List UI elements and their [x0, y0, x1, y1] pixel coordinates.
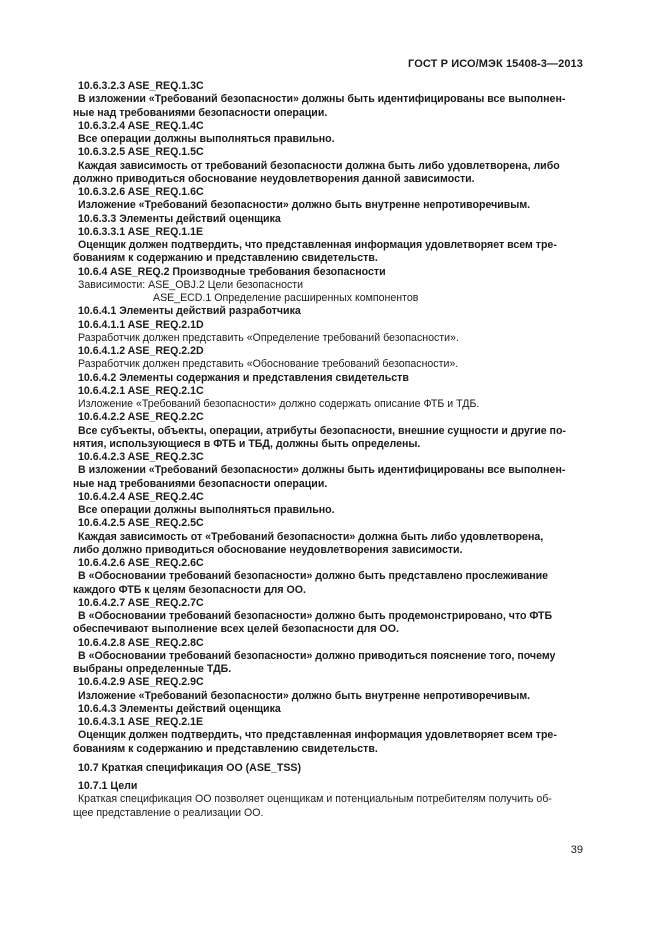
text-line: либо должно приводиться обоснование неудовлетворения зависимости.: [73, 543, 463, 556]
text-line: Все операции должны выполняться правильно.: [78, 133, 335, 145]
text-line: 10.6.4.2.9 ASE_REQ.2.9C: [78, 676, 204, 689]
text-line: В «Обосновании требований безопасности» должно приводиться пояснение того, почему: [78, 649, 556, 662]
text-line: Оценщик должен подтвердить, что представленная информация удовлетворяет всем тре-: [78, 729, 557, 742]
text-line: 10.6.4.2.5 ASE_REQ.2.5C: [78, 517, 204, 530]
text-line: Каждая зависимость от «Требований безопасности» должна быть либо удовлетворена,: [78, 530, 544, 543]
text-line: обеспечивают выполнение всех целей безопасности для ОО.: [73, 623, 399, 636]
page-number: 39: [570, 844, 583, 856]
text-line: 10.6.4.2.7 ASE_REQ.2.7C: [78, 596, 204, 609]
text-line: 10.6.4.3 Элементы действий оценщика: [78, 702, 281, 715]
text-line: Все субъекты, объекты, операции, атрибуты безопасности, внешние сущности и другие по-: [78, 424, 566, 437]
text-line: Все операции должны выполняться правильно.: [78, 504, 335, 516]
text-line: 10.6.3.2.6 ASE_REQ.1.6C: [78, 186, 204, 198]
text-line: 10.6.3.2.4 ASE_REQ.1.4C: [78, 119, 204, 132]
text-line: должно приводиться обоснование неудовлетворения данной зависимости.: [73, 172, 475, 185]
text-line: нятия, использующиеся в ФТБ и ТБД, должны быть определены.: [73, 437, 421, 450]
text-line: 10.6.4.2.4 ASE_REQ.2.4C: [78, 490, 204, 503]
text-line: 10.6.4.2.3 ASE_REQ.2.3C: [78, 451, 204, 463]
text-line: В «Обосновании требований безопасности» должно быть представлено прослеживание: [78, 570, 549, 583]
text-line: 10.6.4.2.6 ASE_REQ.2.6C: [78, 557, 204, 569]
text-line: Краткая спецификация ОО позволяет оценщикам и потенциальным потребителям получить об-: [78, 793, 552, 806]
text-line: ные над требованиями безопасности операции.: [73, 106, 328, 119]
text-line: Разработчик должен представить «Определение требований безопасности».: [78, 331, 459, 344]
text-line: каждого ФТБ к целям безопасности для ОО.: [73, 583, 306, 596]
text-line: 10.6.4 ASE_REQ.2 Производные требования безопасности: [78, 265, 386, 278]
document-body: [73, 80, 587, 820]
text-line: 10.6.3.3.1 ASE_REQ.1.1E: [78, 225, 204, 238]
text-line: 10.6.4.3.1 ASE_REQ.2.1E: [78, 716, 204, 728]
text-line: В изложении «Требований безопасности» должны быть идентифицированы все выполнен-: [78, 93, 566, 106]
text-line: ASE_ECD.1 Определение расширенных компонентов: [153, 292, 419, 304]
text-line: Каждая зависимость от требований безопасности должна быть либо удовлетворена, либо: [78, 159, 560, 172]
text-line: бованиям к содержанию и представлению свидетельств.: [73, 742, 378, 755]
text-line: 10.6.4.1 Элементы действий разработчика: [78, 305, 301, 318]
text-line: 10.6.4.2.2 ASE_REQ.2.2C: [78, 411, 204, 424]
text-line: Изложение «Требований безопасности» должно содержать описание ФТБ и ТДБ.: [78, 398, 480, 410]
text-line: выбраны определенные ТДБ.: [73, 663, 232, 675]
text-line: В «Обосновании требований безопасности» должно быть продемонстрировано, что ФТБ: [78, 610, 553, 622]
text-line: 10.7.1 Цели: [78, 780, 138, 792]
text-line: 10.6.3.2.3 ASE_REQ.1.3C: [78, 80, 204, 92]
text-line: щее представление о реализации ОО.: [73, 806, 264, 819]
text-line: 10.6.3.2.5 ASE_REQ.1.5C: [78, 146, 204, 159]
text-line: ные над требованиями безопасности операции.: [73, 477, 328, 490]
text-line: Изложение «Требований безопасности» должно быть внутренне непротиворечивым.: [78, 689, 531, 702]
text-line: 10.6.4.1.2 ASE_REQ.2.2D: [78, 345, 204, 357]
text-line: 10.6.4.2.1 ASE_REQ.2.1C: [78, 384, 204, 397]
text-line: Изложение «Требований безопасности» должно быть внутренне непротиворечивым.: [78, 199, 531, 212]
page-header: ГОСТ Р ИСО/МЭК 15408-3—2013: [408, 58, 583, 70]
text-line: 10.6.4.1.1 ASE_REQ.2.1D: [78, 318, 204, 331]
text-line: 10.6.4.2.8 ASE_REQ.2.8C: [78, 636, 204, 649]
text-line: бованиям к содержанию и представлению свидетельств.: [73, 252, 378, 265]
text-line: В изложении «Требований безопасности» должны быть идентифицированы все выполнен-: [78, 464, 566, 477]
text-line: 10.7 Краткая спецификация ОО (ASE_TSS): [78, 761, 301, 774]
text-line: Разработчик должен представить «Обоснование требований безопасности».: [78, 358, 459, 371]
text-line: 10.6.4.2 Элементы содержания и представления свидетельств: [78, 371, 409, 384]
text-line: Оценщик должен подтвердить, что представленная информация удовлетворяет всем тре-: [78, 239, 557, 251]
text-line: Зависимости: ASE_OBJ.2 Цели безопасности: [78, 278, 304, 291]
text-line: 10.6.3.3 Элементы действий оценщика: [78, 212, 281, 225]
